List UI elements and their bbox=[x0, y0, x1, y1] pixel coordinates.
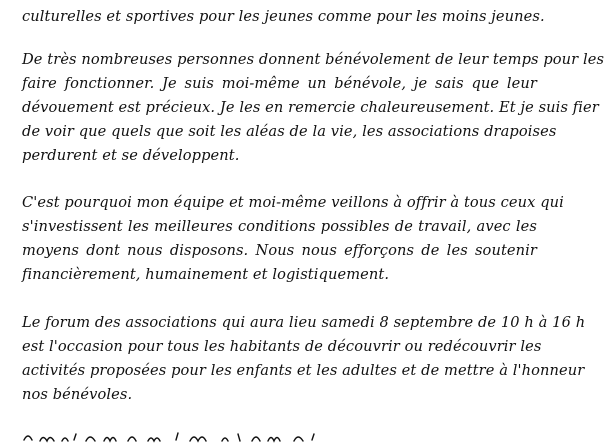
text-line: C'est pourquoi mon équipe et moi-même veillons à offrir à tous ceux qui bbox=[22, 194, 564, 211]
text-line: activités proposées pour les enfants et les adultes et de mettre à l'honneur bbox=[22, 362, 585, 379]
text-line: culturelles et sportives pour les jeunes comme pour les moins jeunes. bbox=[22, 8, 545, 25]
text-line: faire fonctionner. Je suis moi-même un bénévole, je sais que leur bbox=[22, 75, 537, 92]
text-line: dévouement est précieux. Je les en remercie chaleureusement. Et je suis fier bbox=[22, 99, 599, 116]
text-line: perdurent et se développent. bbox=[22, 147, 240, 164]
text-line: moyens dont nous disposons. Nous nous efforçons de les soutenir bbox=[22, 242, 537, 259]
text-line: financièrement, humainement et logistiquement. bbox=[22, 266, 390, 283]
text-line: est l'occasion pour tous les habitants de découvrir ou redécouvrir les bbox=[22, 338, 542, 355]
text-line: Le forum des associations qui aura lieu samedi 8 septembre de 10 h à 16 h bbox=[22, 314, 586, 331]
cut-off-text-line bbox=[0, 430, 559, 446]
text-line: De très nombreuses personnes donnent bénévolement de leur temps pour les bbox=[22, 51, 604, 68]
text-line: de voir que quels que soit les aléas de la vie, les associations drapoises bbox=[22, 123, 557, 140]
text-line: s'investissent les meilleures conditions possibles de travail, avec les bbox=[22, 218, 537, 235]
text-line: nos bénévoles. bbox=[22, 386, 133, 403]
